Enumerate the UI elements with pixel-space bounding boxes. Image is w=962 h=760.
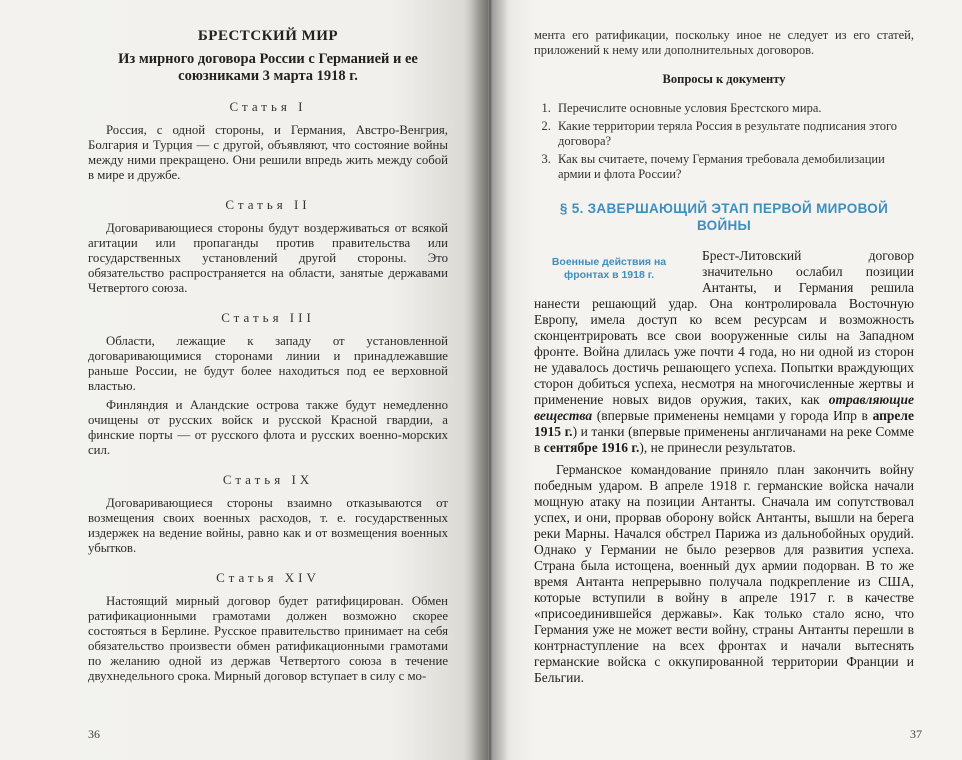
page-number: 36 [88,727,100,741]
book-gutter [470,0,510,760]
article-heading: Статья I [229,99,307,114]
article-text: Договаривающиеся стороны будут воздерживаться от всякой агитации или пропаганды против правительства или государственных установлений другой стороны. Это обязательство распространяется на области, занятые державами Четвертого союза. [88,221,448,295]
article-heading: Статья II [225,197,311,212]
article-text: Договаривающиеся стороны взаимно отказываются от возмещения своих военных расходов, т. е. государственных издержек на ведение войны, равно как и от возмещения военных убытков. [88,496,448,555]
question-item: 2. Какие территории теряла Россия в результате подписания этого договора? [554,119,914,149]
article-text: Россия, с одной стороны, и Германия, Австро-Венгрия, Болгария и Турция — с другой, объявляют, что состояние войны между ними прекращено. Они решили впредь жить между собой в мире и дружбе. [88,123,448,182]
term-highlight: отравляющие вещества [534,392,914,423]
article-heading: Статья XIV [216,570,320,585]
document-title: БРЕСТСКИЙ МИР [197,28,339,44]
page-number: 37 [910,727,922,741]
question-item: 1. Перечислите основные условия Брестского мира. [554,101,914,116]
date-highlight: сентябре 1916 г. [543,440,640,455]
article-text: Настоящий мирный договор будет ратифицирован. Обмен ратификационными грамотами должен возможно скорее состояться в Берлине. Русское правительство принимает на себя обязательство произвести обмен ратификационными грамотами по желанию одной из держав Четвертого союза в течение двухнедельного срока. Мирный договор вступает в силу с мо- [88,594,448,683]
date-highlight: апреле 1915 г. [534,408,914,439]
right-page [488,0,962,760]
questions-heading: Вопросы к документу [662,72,786,86]
article-text: Области, лежащие к западу от установленной договаривающимися сторонами линии и принадлежавшие раньше России, не будут более находиться под ее верховной властью. [88,334,448,393]
questions-list [534,101,914,182]
article-heading: Статья III [221,310,315,325]
article-text: Финляндия и Аландские острова также будут немедленно очищены от русских войск и русской Красной гвардии, а финские порты — от русского флота и русских военно-морских сил. [88,398,448,457]
main-paragraph: Германское командование приняло план закончить войну победным ударом. В апреле 1918 г. германские войска начали мощную атаку на позиции Антанты. Сначала им сопутствовал успех, и они, прорвав оборону войск Антанты, вышли на берега реки Марны. Начался обстрел Парижа из дальнобойных орудий. Однако у Германии не было резервов для развития успеха. Страна была истощена, военный дух армии подорван. В то же время Антанта непрерывно получала подкрепление из США, которые вступили в войну в апреле 1917 г. в качестве «присоединившейся державы». Как только стало ясно, что Германия уже не может вести войну, страны Антанты перешли в контрнаступление на всех фронтах и начали вытеснять германские войска с оккупированной территории Франции и Бельгии. [534,462,914,685]
question-item: 3. Как вы считаете, почему Германия требовала демобилизации армии и флота России? [554,152,914,182]
section-title: § 5. ЗАВЕРШАЮЩИЙ ЭТАП ПЕРВОЙ МИРОВОЙ ВОЙНЫ [559,201,889,233]
paragraph-text: Брест-Литовский договор значительно ослабил позиции Антанты, и Германия решила нанести решающий удар. Она контролировала Восточную Европу, имела доступ ко всем ресурсам и возможность сконцентрировать все свои вооруженные силы на Западном фронте. Война длилась уже почти 4 года, но ни одной из сторон не удавалось достичь решающего успеха. Попытки враждующих сторон добиться успеха, несмотря на многочисленные жертвы и применение новых видов оружия, таких, как [534,248,914,407]
paragraph-text: ), не принесли результатов. [639,440,796,455]
continuation-text: мента его ратификации, поскольку иное не следует из его статей, приложений к нему или дополнительных договоров. [534,28,914,57]
article-heading: Статья IX [222,472,314,487]
document-subtitle: Из мирного договора России с Германией и ее союзниками 3 марта 1918 г. [118,51,418,84]
paragraph-text: (впервые применены немцами у города Ипр в [592,408,873,423]
margin-note: Военные действия на фронтах в 1918 г. [551,256,667,281]
paragraph-text: ) и танки (впервые применены англичанами на реке Сомме в [534,424,914,455]
